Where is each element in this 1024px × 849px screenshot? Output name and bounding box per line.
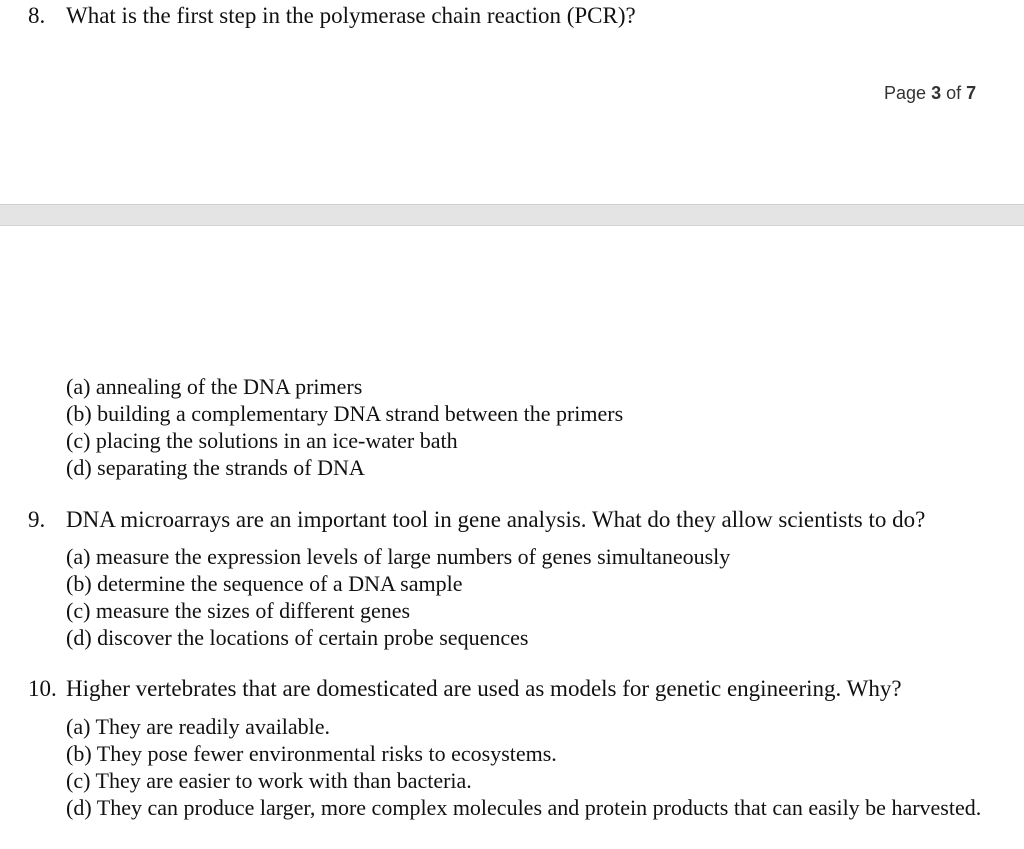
option-8b: (b) building a complementary DNA strand between the primers [66,401,624,426]
question-text: Higher vertebrates that are domesticated are used as models for genetic engineering. Why? [66,676,902,701]
page-label: Page [884,83,927,103]
option-9c: (c) measure the sizes of different genes [66,598,411,623]
question-number: 9. [28,507,46,532]
option-9d: (d) discover the locations of certain probe sequences [66,625,529,650]
option-8d: (d) separating the strands of DNA [66,455,365,480]
option-10a: (a) They are readily available. [66,714,331,739]
option-10c: (c) They are easier to work with than bacteria. [66,768,472,793]
question-text: What is the first step in the polymerase chain reaction (PCR)? [66,3,636,28]
page-break-divider [0,204,1024,226]
page-total: 7 [966,83,977,103]
page-of-label: of [946,83,962,103]
option-8c: (c) placing the solutions in an ice-water bath [66,428,458,453]
question-text: DNA microarrays are an important tool in gene analysis. What do they allow scientists to do? [66,507,926,532]
page-indicator [884,83,976,104]
option-9a: (a) measure the expression levels of large numbers of genes simultaneously [66,544,731,569]
option-8a: (a) annealing of the DNA primers [66,374,363,399]
option-10b: (b) They pose fewer environmental risks to ecosystems. [66,741,557,766]
question-number: 10. [28,676,57,701]
option-10d: (d) They can produce larger, more complex molecules and protein products that can easily be harvested. [66,795,982,820]
page-current: 3 [931,83,942,103]
option-9b: (b) determine the sequence of a DNA sample [66,571,463,596]
question-number: 8. [28,3,46,28]
